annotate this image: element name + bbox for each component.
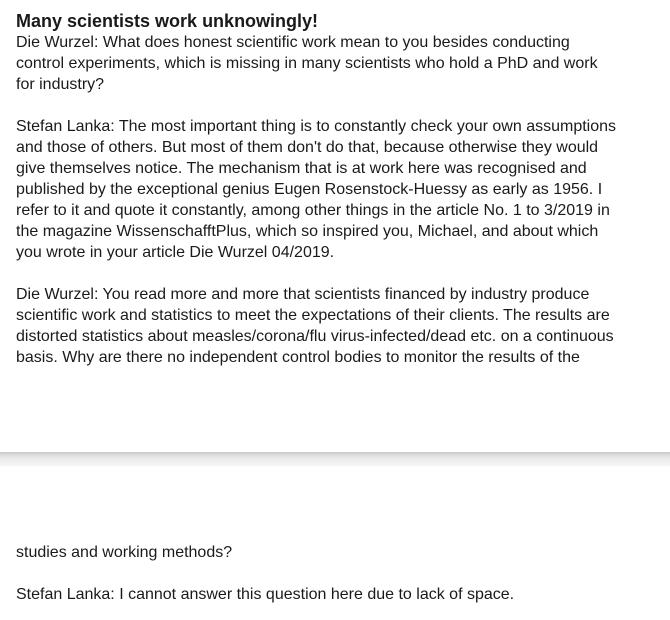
document-page-2 — [0, 466, 670, 620]
interview-answer-1: Stefan Lanka: The most important thing is to constantly check your own assumptions and those of others. But most of them don't do that, because otherwise they would give themselves notice. The mechanism that is at work here was recognised and published by the exceptional genius Eugen Rosenstock-Huessy as early as 1956. I refer to it and quote it constantly, among other things in the article No. 1 to 3/2019 in the magazine WissenschafftPlus, which so inspired you, Michael, and about which you wrote in your article Die Wurzel 04/2019. — [16, 118, 617, 261]
interview-question-2-part-1: Die Wurzel: You read more and more that scientists financed by industry produce scientific work and statistics to meet the expectations of their clients. The results are distorted statistics about measles/corona/flu virus-infected/dead etc. on a continuous basis. Why are there no independent control bodies to monitor the results of the — [16, 286, 614, 366]
article-heading: Many scientists work unknowingly! — [16, 11, 319, 31]
page-1-content — [16, 10, 656, 368]
page-2-content — [16, 542, 656, 605]
interview-question-1: Die Wurzel: What does honest scientific work mean to you besides conducting control experiments, which is missing in many scientists who hold a PhD and work for industry? — [16, 34, 598, 93]
interview-answer-2: Stefan Lanka: I cannot answer this question here due to lack of space. — [16, 586, 515, 603]
interview-question-2-part-2: studies and working methods? — [16, 544, 233, 561]
page-separator — [0, 452, 670, 466]
